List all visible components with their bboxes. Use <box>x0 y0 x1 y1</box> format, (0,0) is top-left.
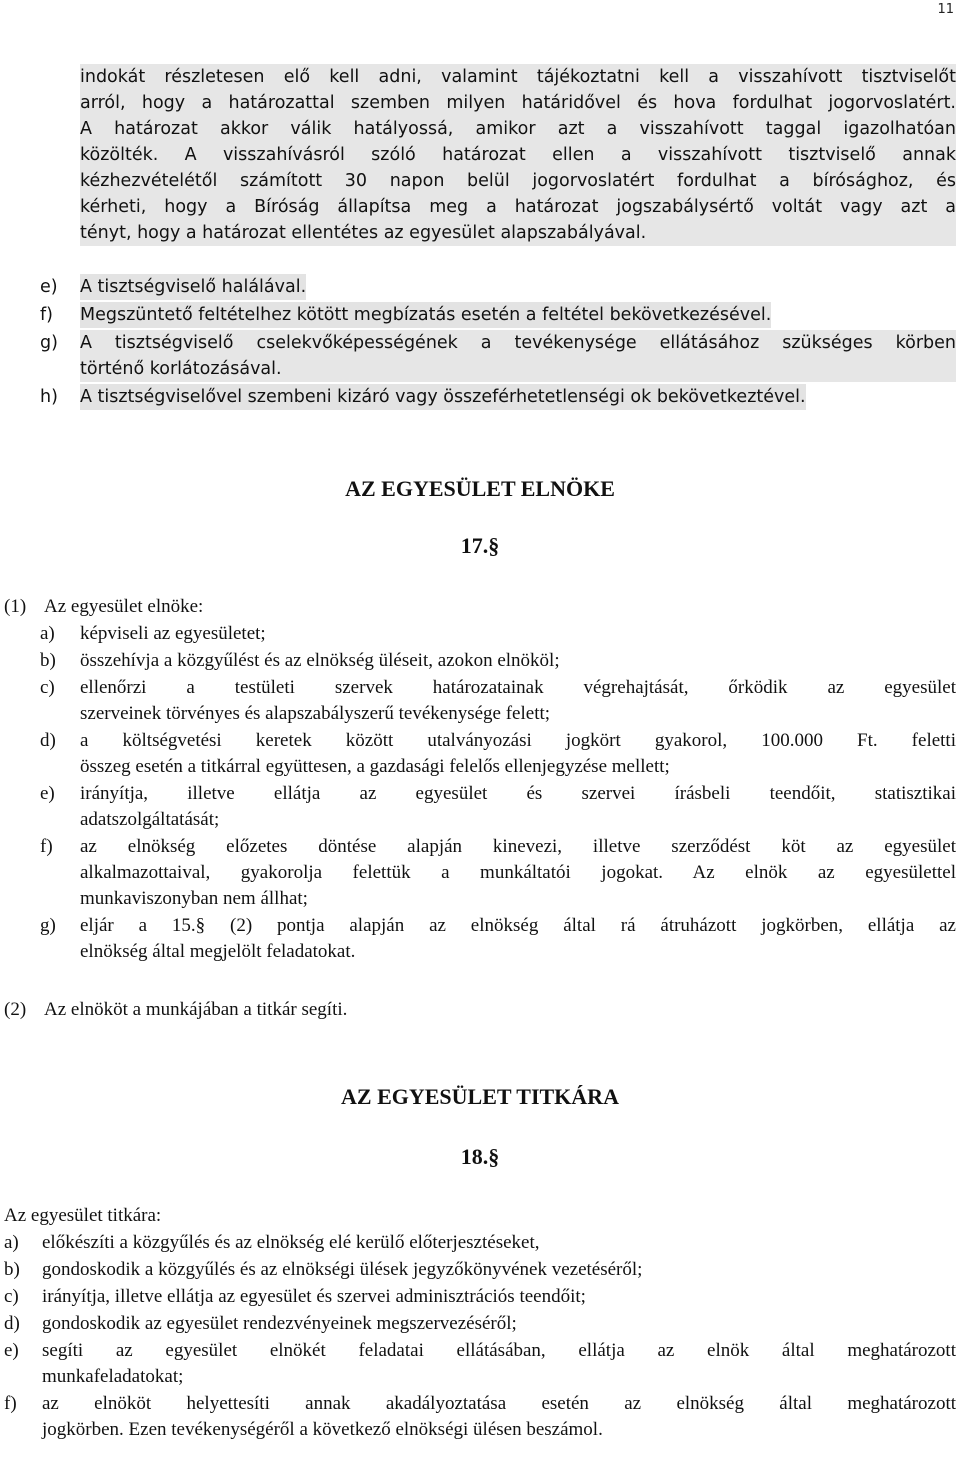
intro-paragraph <box>80 64 956 246</box>
list-item <box>40 913 956 965</box>
item-text: szerveinek törvényes és alapszabályszerű tevékenysége felett; <box>80 703 551 724</box>
item-label: e) <box>40 783 55 804</box>
list-item <box>4 1230 956 1256</box>
item-text: munkaviszonyban nem állhat; <box>80 888 308 909</box>
item-text: történő korlátozásával. <box>80 359 282 379</box>
item-text: A tisztségviselővel szembeni kizáró vagy összeférhetetlenségi ok bekövetkeztével. <box>80 384 806 410</box>
paragraph-text: Az egyesület titkára: <box>4 1205 162 1226</box>
item-text: ellenőrzi a testületi szervek határozatainak végrehajtását, őrködik az egyesület <box>80 677 956 698</box>
item-label: h) <box>40 387 58 407</box>
item-text: gondoskodik a közgyűlés és az elnökségi ülések jegyzőkönyvének vezetéséről; <box>42 1259 643 1280</box>
item-label: d) <box>40 730 56 751</box>
item-text: összeg esetén a titkárral együttesen, a gazdasági felelős ellenjegyzése mellett; <box>80 756 670 777</box>
item-label: g) <box>40 333 58 353</box>
list-item <box>40 834 956 912</box>
list-item <box>4 1338 956 1390</box>
item-label: d) <box>4 1313 20 1334</box>
list-item <box>40 274 956 300</box>
list-item <box>4 1257 956 1283</box>
item-text: elnökség által megjelölt feladatokat. <box>80 941 356 962</box>
item-label: f) <box>4 1393 17 1414</box>
item-text: A tisztségviselő cselekvőképességének a tevékenysége ellátásához szükséges körben <box>80 333 956 353</box>
item-text: A tisztségviselő halálával. <box>80 274 306 300</box>
item-label: a) <box>40 623 55 644</box>
item-label: c) <box>4 1286 19 1307</box>
list-item <box>40 675 956 727</box>
intro-line: indokát részletesen elő kell adni, valamint tájékoztatni kell a visszahívott tisztviselőt <box>80 67 956 87</box>
item-label: a) <box>4 1232 19 1253</box>
item-text: adatszolgáltatását; <box>80 809 220 830</box>
list-item <box>40 728 956 780</box>
list-item <box>40 302 956 328</box>
list-item <box>40 384 956 410</box>
list-item <box>4 1311 956 1337</box>
paragraph-label: (2) <box>4 999 27 1020</box>
item-label: e) <box>40 277 58 297</box>
item-text: alkalmazottaival, gyakorolja felettük a munkáltatói jogokat. Az elnök az egyesülettel <box>80 862 956 883</box>
item-text: jogkörben. Ezen tevékenységéről a következő elnökségi ülésen beszámol. <box>42 1419 603 1440</box>
section-heading: AZ EGYESÜLET TITKÁRA <box>341 1084 619 1109</box>
item-text: irányítja, illetve ellátja az egyesület és szervei adminisztrációs teendőit; <box>42 1286 586 1307</box>
item-label: e) <box>4 1340 19 1361</box>
page-number: 11 <box>937 2 954 17</box>
list-item <box>40 330 956 382</box>
intro-line: A határozat akkor válik hatályossá, amikor azt a visszahívott taggal igazolhatóan <box>80 119 956 139</box>
section-heading: AZ EGYESÜLET ELNÖKE <box>345 476 615 501</box>
section-number: 18.§ <box>460 1144 500 1169</box>
intro-line: kérheti, hogy a Bíróság állapítsa meg a határozat jogszabálysértő voltát vagy azt a <box>80 197 956 217</box>
item-text: a költségvetési keretek között utalványozási jogkört gyakorol, 100.000 Ft. feletti <box>80 730 956 751</box>
intro-line: tényt, hogy a határozat ellentétes az egyesület alapszabályával. <box>80 223 647 243</box>
item-text: segíti az egyesület elnökét feladatai ellátásában, ellátja az elnök által meghatározott <box>42 1340 956 1361</box>
item-text: gondoskodik az egyesület rendezvényeinek megszervezéséről; <box>42 1313 517 1334</box>
item-label: c) <box>40 677 55 698</box>
item-text: munkafeladatokat; <box>42 1366 184 1387</box>
paragraph-text: Az egyesület elnöke: <box>44 596 204 617</box>
item-text: Megszüntető feltételhez kötött megbízatás esetén a feltétel bekövetkezésével. <box>80 302 771 328</box>
list-item <box>4 1284 956 1310</box>
item-text: eljár a 15.§ (2) pontja alapján az elnökség által rá átruházott jogkörben, ellátja az <box>80 915 956 936</box>
list-item <box>4 1391 956 1443</box>
item-text: előkészíti a közgyűlés és az elnökség elé kerülő előterjesztéseket, <box>42 1232 540 1253</box>
item-text: képviseli az egyesületet; <box>80 623 266 644</box>
item-text: az elnököt helyettesíti annak akadályoztatása esetén az elnökség által meghatározott <box>42 1393 956 1414</box>
paragraph-label: (1) <box>4 596 27 617</box>
intro-line: arról, hogy a határozattal szemben milyen határidővel és hova fordulhat jogorvoslatért. <box>80 93 956 113</box>
list-item <box>40 781 956 833</box>
list-item <box>40 648 956 674</box>
item-label: f) <box>40 836 53 857</box>
section-number: 17.§ <box>460 533 500 558</box>
item-text: összehívja a közgyűlést és az elnökség üléseit, azokon elnököl; <box>80 650 560 671</box>
list-item <box>40 621 956 647</box>
item-label: b) <box>4 1259 20 1280</box>
item-label: f) <box>40 305 53 325</box>
item-label: b) <box>40 650 56 671</box>
item-text: az elnökség előzetes döntése alapján kinevezi, illetve szerződést köt az egyesület <box>80 836 956 857</box>
paragraph-text: Az elnököt a munkájában a titkár segíti. <box>44 999 348 1020</box>
intro-line: kézhezvételétől számított 30 napon belül jogorvoslatért fordulhat a bírósághoz, és <box>80 171 956 191</box>
item-label: g) <box>40 915 56 936</box>
item-text: irányítja, illetve ellátja az egyesület és szervei írásbeli teendőit, statisztikai <box>80 783 956 804</box>
intro-line: közölték. A visszahívásról szóló határozat ellen a visszahívott tisztviselő annak <box>80 145 956 165</box>
